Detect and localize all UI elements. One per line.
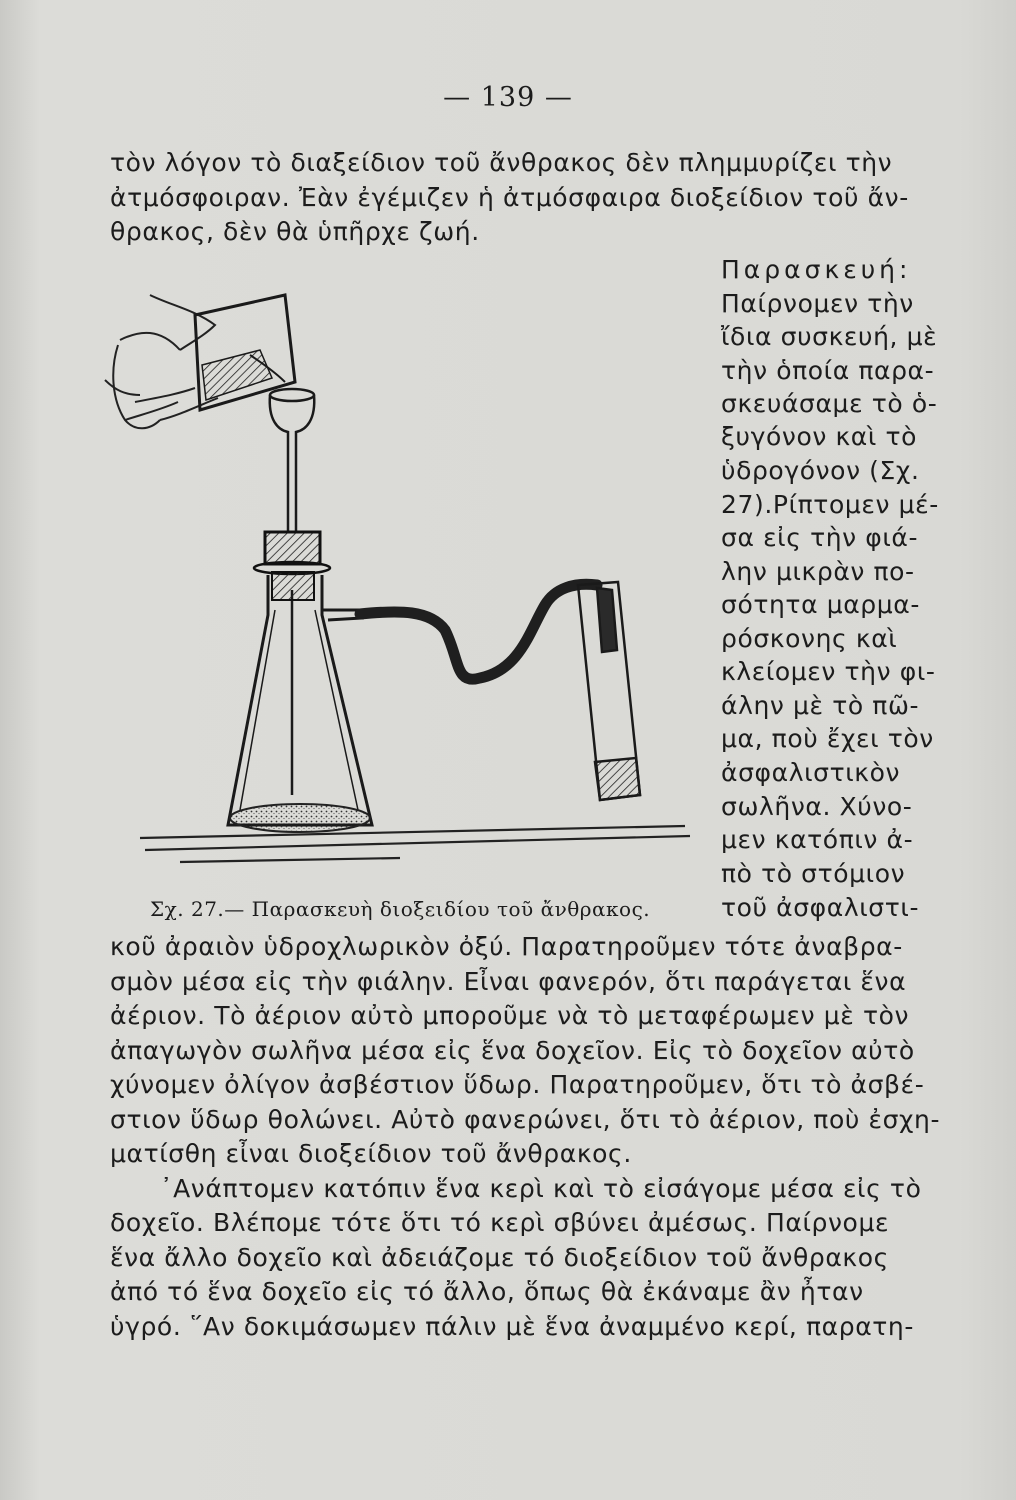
column-line: ἀσφαλιστικὸν bbox=[721, 758, 901, 787]
text-line: δοχεῖο. Βλέπομε τότε ὅτι τό κερὶ σβύνει ἀμέσως. Παίρνομε bbox=[110, 1208, 890, 1237]
stopper-drawing bbox=[254, 532, 330, 600]
column-line: ξυγόνον καὶ τὸ bbox=[721, 422, 918, 451]
text-line: ἀτμόσφοιραν. Ἐὰν ἐγέμιζεν ἡ ἀτμόσφαιρα διοξείδιον τοῦ ἄν- bbox=[110, 183, 909, 212]
text-line: θρακος, δὲν θὰ ὑπῆρχε ζωή. bbox=[110, 217, 480, 246]
apparatus-figure bbox=[100, 270, 700, 880]
text-line: σμὸν μέσα εἰς τὴν φιάλην. Εἶναι φανερόν, ὅτι παράγεται ἕνα bbox=[110, 967, 907, 996]
section-heading: Παρασκευή: bbox=[721, 255, 912, 284]
column-line: πὸ τὸ στόμιον bbox=[721, 859, 906, 888]
cylinder-drawing bbox=[578, 582, 640, 800]
text-line: στιον ὕδωρ θολώνει. Αὐτὸ φανερώνει, ὅτι τὸ ἀέριον, ποὺ ἐσχη- bbox=[110, 1105, 941, 1134]
delivery-tube bbox=[360, 584, 597, 679]
column-line: μεν κατόπιν ἀ- bbox=[721, 825, 914, 854]
column-line: λην μικρὰν πο- bbox=[721, 557, 915, 586]
column-line: ρόσκονης καὶ bbox=[721, 624, 898, 653]
column-line: ὑδρογόνον (Σχ. bbox=[721, 456, 920, 485]
text-line: ἕνα ἄλλο δοχεῖο καὶ ἀδειάζομε τό διοξείδιον τοῦ ἄνθρακος bbox=[110, 1243, 889, 1272]
column-line: ἴδια συσκευή, μὲ bbox=[721, 322, 938, 351]
text-line: ᾿Ανάπτομεν κατόπιν ἕνα κερὶ καὶ τὸ εἰσάγομε μέσα εἰς τὸ bbox=[160, 1174, 922, 1203]
text-line: ὑγρό. ῞Αν δοκιμάσωμεν πάλιν μὲ ἕνα ἀναμμένο κερί, παρατη- bbox=[110, 1312, 914, 1341]
text-line: ἀπαγωγὸν σωλῆνα μέσα εἰς ἕνα δοχεῖον. Εἰς τὸ δοχεῖον αὐτὸ bbox=[110, 1036, 915, 1065]
column-line: τοῦ ἀσφαλιστι- bbox=[721, 893, 920, 922]
figure-caption: Σχ. 27.— Παρασκευὴ διοξειδίου τοῦ ἄνθρακος. bbox=[150, 897, 651, 921]
column-line: σότητα μαρμα- bbox=[721, 590, 920, 619]
column-line: άλην μὲ τὸ πῶ- bbox=[721, 691, 920, 720]
flask-drawing bbox=[228, 575, 372, 825]
column-line: τὴν ὁποία παρα- bbox=[721, 356, 935, 385]
table-lines bbox=[140, 826, 690, 862]
marble-powder bbox=[230, 804, 370, 832]
column-line: Παίρνομεν τὴν bbox=[721, 289, 914, 318]
column-line: μα, ποὺ ἔχει τὸν bbox=[721, 724, 934, 753]
column-line: σα εἰς τὴν φιά- bbox=[721, 523, 919, 552]
beaker-drawing bbox=[195, 295, 295, 410]
text-line: χύνομεν ὀλίγον ἀσβέστιον ὕδωρ. Παρατηροῦμεν, ὅτι τὸ ἀσβέ- bbox=[110, 1070, 925, 1099]
column-line: κλείομεν τὴν φι- bbox=[721, 657, 936, 686]
text-line: τὸν λόγον τὸ διαξείδιον τοῦ ἄνθρακος δὲν πλημμυρίζει τὴν bbox=[110, 148, 893, 177]
column-line: σκευάσαμε τὸ ὁ- bbox=[721, 389, 938, 418]
text-line: ἀπό τό ἕνα δοχεῖο εἰς τό ἄλλο, ὅπως θὰ ἐκάναμε ἂν ἦταν bbox=[110, 1277, 864, 1306]
text-line: ἀέριον. Τὸ ἀέριον αὐτὸ μποροῦμε νὰ τὸ μεταφέρωμεν μὲ τὸν bbox=[110, 1001, 910, 1030]
column-line: 27).Ρίπτομεν μέ- bbox=[721, 490, 939, 519]
page-number: — 139 — bbox=[443, 82, 573, 113]
column-line: σωλῆνα. Χύνο- bbox=[721, 792, 913, 821]
text-line: ματίσθη εἶναι διοξείδιον τοῦ ἄνθρακος. bbox=[110, 1139, 632, 1168]
text-line: κοῦ ἀραιὸν ὑδροχλωρικὸν ὀξύ. Παρατηροῦμεν τότε ἀναβρα- bbox=[110, 932, 903, 961]
